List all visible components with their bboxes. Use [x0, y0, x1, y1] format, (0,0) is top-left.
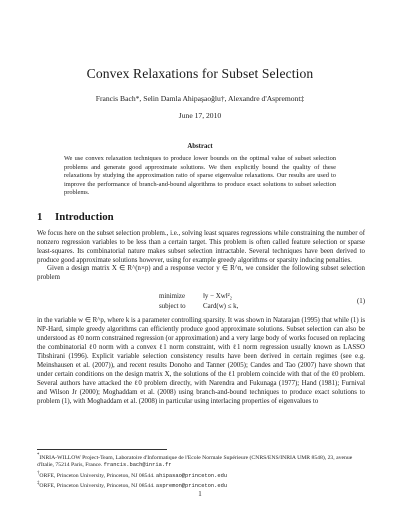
equation-keyword: minimize: [159, 293, 186, 300]
footnote-mark: †: [37, 470, 40, 476]
footnote-email[interactable]: francis.bach@inria.fr: [103, 462, 172, 469]
equation-keyword: subject to: [159, 303, 186, 310]
footnote-text: INRIA-WILLOW Project-Team, Laboratoire d'Informatique de l'Ecole Normale Supérieure (CNRS/ENS/INRIA UMR 8548), 23, avenue d'Italie, 75214 Paris, France.: [37, 454, 353, 469]
abstract-text: We use convex relaxation techniques to produce lower bounds on the optimal value of subset selection problems and generate good approximate solutions. We then explicitly bound the quality of these relaxations by studying the approximation ratio of sparse eigenvalue relaxations. Our results are used to improve the performance of branch-and-bound algorithms to produce exact solutions to subset selection problems.: [64, 155, 336, 197]
author-list: Francis Bach*, Selin Damla Ahipaşaoğlu†, Alexandre d'Aspremont‡: [95, 94, 305, 103]
footnote: [37, 480, 365, 490]
abstract-heading: Abstract: [187, 143, 213, 150]
section-number: 1: [37, 211, 43, 223]
page-number: 1: [198, 491, 202, 498]
footnote-rule: [37, 449, 167, 450]
paper-date: June 17, 2010: [178, 111, 222, 120]
equation-expression: ‖y − Xw‖²₂: [203, 293, 233, 300]
equation-line: [159, 303, 238, 313]
footnote: [37, 470, 365, 480]
body-paragraph: We focus here on the subset selection problem., i.e., solving least squares regressions while constraining the number of nonzero regression variables to be less than a certain target. This problem is often called feature selection or sparse least-squares. Its combinatorial nature makes subset selection intractable. Several techniques have been derived to produce good approximate solutions however, using for example greedy algorithms or sparsity inducing penalties.: [37, 230, 365, 265]
equation-number: (1): [356, 298, 365, 305]
equation-line: [159, 293, 232, 303]
equation-1: [37, 293, 365, 315]
section-title: Introduction: [55, 211, 114, 223]
paper-title: Convex Relaxations for Subset Selection: [86, 66, 314, 81]
footnote-email[interactable]: aspremon@princeton.edu: [155, 482, 228, 489]
footnote-email[interactable]: ahipasao@princeton.edu: [155, 472, 228, 479]
equation-expression: Card(w) ≤ k,: [203, 303, 239, 310]
footnote: [37, 452, 365, 470]
section-heading: [37, 211, 114, 223]
footnote-text: ORFE, Princeton University, Princeton, NJ 08544.: [39, 472, 155, 479]
body-paragraph: Given a design matrix X ∈ R^(n×p) and a response vector y ∈ R^n, we consider the following subset selection problem: [37, 265, 365, 282]
footnote-mark: ‡: [37, 481, 40, 486]
body-paragraph: in the variable w ∈ R^p, where k is a parameter controlling sparsity. It was shown in Natarajan (1995) that while (1) is NP-Hard, simple greedy algorithms can efficiently produce good approximate solutions. Subset selection can also be understood as ℓ0 norm constrained regression (or approximation) and a very large body of works focused on replacing the combinatorial ℓ0 norm with a convex ℓ1 norm constraint, with ℓ1 norm regression usually known as LASSO Tibshirani (1996). Explicit variable selection consistency results have been derived in certain regimes (see e.g. Meinshausen et al. (2007)), and recent results Donoho and Tanner (2005); Candes and Tao (2007) have shown that under certain conditions on the design matrix X, the solutions of the ℓ1 problem coincide with that of the ℓ0 problem. Several authors have attacked the ℓ0 problem directly, with Narendra and Fukunaga (1977); Hand (1981); Furnival and Wilson Jr (2000); Moghaddam et al. (2008) using branch-and-bound techniques to produce exact solutions to problem (1), with Moghaddam et al. (2008) in particular using interlacing properties of eigenvalues to: [37, 317, 365, 406]
footnote-mark: *: [37, 453, 40, 458]
footnote-text: ORFE, Princeton University, Princeton, NJ 08544.: [39, 482, 155, 489]
footnotes: [37, 452, 365, 490]
